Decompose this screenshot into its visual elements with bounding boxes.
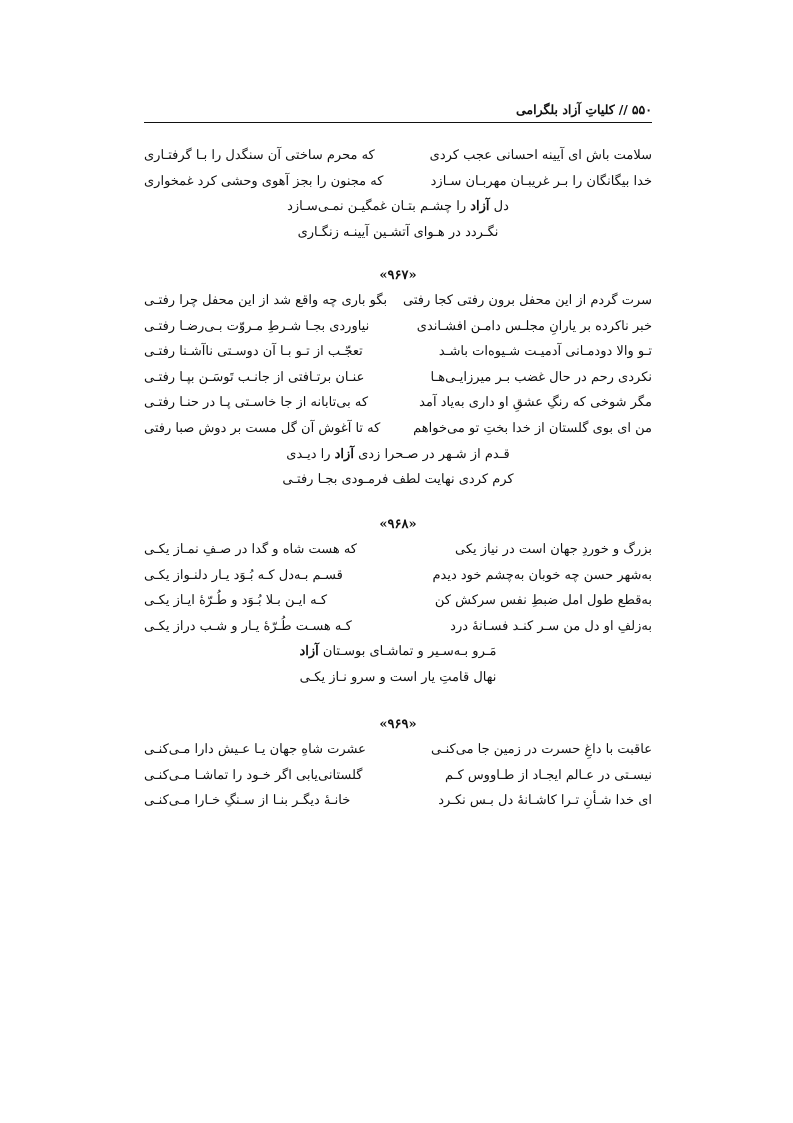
couplet — [144, 169, 652, 195]
closing-line — [144, 467, 652, 493]
poet-pen-name: آزاد — [470, 199, 490, 215]
couplet — [144, 588, 652, 614]
first-hemistich: سرت گردم از این محفل برون رفتی کجا رفتی — [402, 293, 652, 308]
closing-line — [144, 639, 652, 665]
couplet — [144, 563, 652, 589]
closing-line — [144, 220, 652, 246]
second-hemistich: بگو باری چه واقع شد از این محفل چرا رفتـی — [144, 293, 388, 308]
first-hemistich: خبر ناکرده بر یارانِ مجلـس دامـن افشـاندی — [416, 318, 652, 334]
header-separator: // — [618, 101, 628, 117]
poem-section — [144, 513, 652, 691]
closing-couplet — [144, 639, 652, 690]
poet-pen-name: آزاد — [299, 644, 319, 660]
couplet — [144, 763, 652, 789]
line-text: نگـردد در هـوای آتشـین آیینـه زنگـاری — [297, 224, 499, 240]
closing-line — [144, 442, 652, 468]
second-hemistich: تعجّـب از تـو بـا آن دوسـتی ناآشـنا رفتـی — [144, 344, 363, 360]
couplet — [144, 390, 652, 416]
couplet — [144, 143, 652, 169]
second-hemistich: که بی‌تابانه از جا خاسـتی پـا در حنـا رفتـی — [144, 395, 369, 411]
couplet — [144, 314, 652, 340]
first-hemistich: من ای بوی گلستان از خدا بختِ تو می‌خواهم — [413, 420, 652, 436]
couplet — [144, 614, 652, 640]
closing-couplet — [144, 194, 652, 245]
first-hemistich: مگر شوخی که رنگِ عشقِ او داری به‌یاد آمد — [419, 395, 652, 411]
poem-number: «۹۶۹» — [379, 717, 417, 732]
first-hemistich: به‌زلفِ او دل من سـر کنـد فسـانهٔ درد — [450, 618, 652, 634]
second-hemistich: کـه ایـن بـلا بُـوَد و طُـرّهٔ ایـاز یکـی — [144, 593, 328, 609]
second-hemistich: که مجنون را بجز آهوی وحشی کرد غمخواری — [144, 173, 384, 189]
second-hemistich: خانـهٔ دیگـر بنـا از سـنگِ خـارا مـی‌کنـی — [144, 793, 351, 809]
poem-number: «۹۶۷» — [379, 268, 417, 283]
second-hemistich: که محرم ساختی آن سنگدل را بـا گرفتـاری — [144, 148, 375, 163]
poet-pen-name: آزاد — [334, 446, 354, 462]
couplet — [144, 537, 652, 563]
second-hemistich: عنـان برتـافتی از جانـب تَوسَـن بپـا رفتـی — [144, 369, 365, 385]
second-hemistich: گلستانی‌یابی اگر خـود را تماشـا مـی‌کنـی — [144, 767, 363, 783]
line-text: کرم کردی نهایت لطف فرمـودی بجـا رفتـی — [282, 472, 514, 488]
header-rule — [144, 122, 652, 123]
second-hemistich: عشرت شاهِ جهان یـا عـیش دارا مـی‌کنـی — [144, 742, 366, 757]
couplet — [144, 788, 652, 814]
second-hemistich: که هست شاه و گدا در صـفِ نمـاز یکـی — [144, 542, 357, 557]
page-header — [144, 98, 652, 120]
first-hemistich: نیسـتی در عـالم ایجـاد از طـاووس کـم — [445, 767, 652, 783]
couplet — [144, 365, 652, 391]
poem-section — [144, 143, 652, 245]
line-text: نهال قامتِ یار است و سرو نـاز یکـی — [299, 669, 497, 685]
first-hemistich: خدا بیگانگان را بـر غریبـان مهربـان سـازد — [430, 173, 652, 189]
couplet — [144, 737, 652, 763]
first-hemistich: به‌شهر حسن چه خوبان به‌چشم خود دیدم — [432, 567, 652, 583]
first-hemistich: سلامت باش ای آیینه احسانی عجب کردی — [429, 148, 652, 163]
first-hemistich: ای خدا شـأنِ تـرا کاشـانهٔ دل بـس نکـرد — [438, 793, 652, 809]
first-hemistich: بزرگ و خوردِ جهان است در نیاز یکی — [454, 542, 652, 557]
line-text: دل — [489, 199, 509, 215]
line-text: مَـرو بـه‌سـیر و تماشـای بوسـتان — [318, 644, 497, 660]
couplet — [144, 288, 652, 314]
couplet — [144, 416, 652, 442]
second-hemistich: که تا آغوش آن گل مست بر دوش صبا رفتی — [144, 420, 381, 436]
closing-line — [144, 665, 652, 691]
first-hemistich: به‌قطع طول امل ضبطِ نفس سرکش کن — [434, 593, 652, 609]
poem-section — [144, 713, 652, 814]
poem-number: «۹۶۸» — [379, 517, 417, 532]
second-hemistich: کـه هسـت طُـرّهٔ یـار و شـب دراز یکـی — [144, 618, 352, 634]
couplet — [144, 339, 652, 365]
line-text: را دیـدی — [286, 446, 335, 462]
line-text: را چشـم بتـان غمگیـن نمـی‌سـازد — [287, 199, 471, 215]
first-hemistich: تـو والا دودمـانی آدمیـت شـیوه‌ات باشـد — [438, 344, 652, 360]
first-hemistich: عاقبت با داغِ حسرت در زمین جا می‌کنـی — [430, 742, 652, 757]
second-hemistich: نیاوردی بجـا شـرطِ مـروّت بـی‌رضـا رفتـی — [144, 318, 370, 334]
book-title: کلیاتِ آزاد بلگرامی — [516, 101, 615, 117]
line-text: قـدم از شـهر در صـحرا زدی — [353, 446, 510, 462]
closing-couplet — [144, 442, 652, 493]
poem-section — [144, 264, 652, 493]
page-number: ۵۵۰ — [631, 101, 652, 117]
first-hemistich: نکردی رحم در حال غضب بـر میرزایـی‌هـا — [430, 369, 652, 385]
second-hemistich: قسـم بـه‌دل کـه بُـوَد یـار دلنـواز یکـی — [144, 567, 343, 583]
closing-line — [144, 194, 652, 220]
